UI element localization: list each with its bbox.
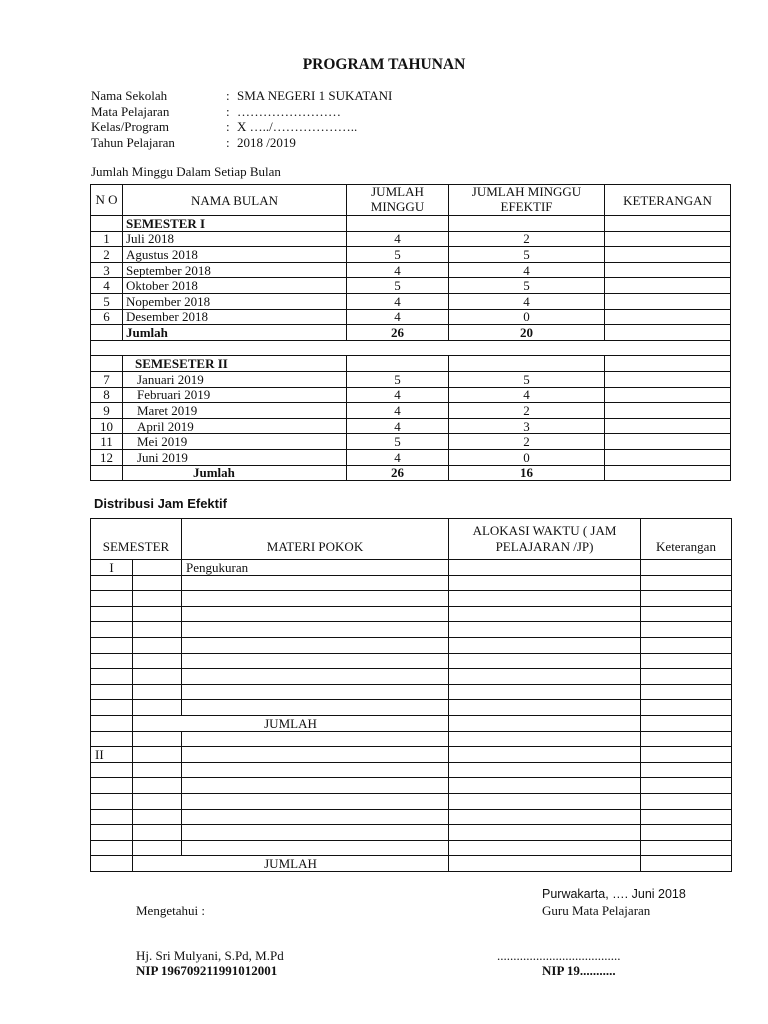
row-no: 4 [91, 278, 123, 294]
jumlah-label: JUMLAH [133, 856, 449, 872]
blank-cell [182, 653, 449, 669]
blank-cell [133, 762, 182, 778]
table-row [91, 793, 732, 809]
table-row [91, 403, 731, 419]
blank-cell [449, 606, 641, 622]
info-colon: : [226, 119, 230, 135]
row-ket [605, 403, 731, 419]
table-row [91, 309, 731, 325]
total-label: Jumlah [123, 465, 347, 481]
row-bulan: September 2018 [123, 262, 347, 278]
row-minggu: 4 [347, 449, 449, 465]
blank-cell [91, 809, 133, 825]
blank-cell [182, 684, 449, 700]
row-minggu: 4 [347, 293, 449, 309]
table-row [91, 840, 732, 856]
table-row [91, 575, 732, 591]
school-info [91, 88, 392, 150]
row-efektif: 4 [449, 262, 605, 278]
row-bulan: Mei 2019 [123, 434, 347, 450]
info-row-subject [91, 104, 392, 120]
blank-cell [133, 747, 182, 763]
blank-cell [133, 622, 182, 638]
blank-cell [641, 825, 732, 841]
blank-cell [91, 715, 133, 731]
blank-cell [641, 653, 732, 669]
row-efektif: 4 [449, 387, 605, 403]
table-row [91, 293, 731, 309]
blank-cell [91, 591, 133, 607]
semester1-row [91, 216, 731, 232]
blank-cell [133, 778, 182, 794]
blank-cell [347, 356, 449, 372]
table-row [91, 731, 732, 747]
blank-cell [182, 747, 449, 763]
table-row [91, 371, 731, 387]
blank-cell [449, 747, 641, 763]
blank-cell [449, 591, 641, 607]
header-keterangan: KETERANGAN [605, 185, 731, 216]
blank-cell [605, 465, 731, 481]
blank-cell [133, 700, 182, 716]
row-no: 8 [91, 387, 123, 403]
blank-cell [91, 325, 123, 341]
blank-cell [641, 637, 732, 653]
blank-cell [182, 637, 449, 653]
info-label: Nama Sekolah [91, 88, 168, 103]
blank-cell [449, 809, 641, 825]
semester2-row [91, 356, 731, 372]
row-no: 11 [91, 434, 123, 450]
row-bulan: Juni 2019 [123, 449, 347, 465]
table-row [91, 622, 732, 638]
header-jumlah-minggu: JUMLAH MINGGU [347, 185, 449, 216]
row-bulan: Nopember 2018 [123, 293, 347, 309]
info-value: 2018 /2019 [237, 134, 296, 150]
info-value: SMA NEGERI 1 SUKATANI [237, 88, 393, 103]
row-efektif: 2 [449, 403, 605, 419]
info-row-class [91, 119, 392, 135]
blank-cell [133, 637, 182, 653]
semester2-jumlah-row [91, 856, 732, 872]
row-ket [605, 418, 731, 434]
row-efektif: 0 [449, 449, 605, 465]
header-no: N O [91, 185, 123, 216]
row-no: 2 [91, 247, 123, 263]
row-efektif: 5 [449, 247, 605, 263]
row-no: 7 [91, 371, 123, 387]
total-efektif: 16 [449, 465, 605, 481]
row-ket [605, 231, 731, 247]
row-efektif: 2 [449, 434, 605, 450]
blank-cell [91, 637, 133, 653]
blank-cell [641, 622, 732, 638]
row-no: 3 [91, 262, 123, 278]
blank-cell [449, 684, 641, 700]
info-label: Tahun Pelajaran [91, 134, 175, 150]
row-bulan: Februari 2019 [123, 387, 347, 403]
header-alokasi-waktu: ALOKASI WAKTU ( JAM PELAJARAN /JP) [449, 519, 641, 560]
blank-cell [449, 778, 641, 794]
table-row [91, 669, 732, 685]
blank-cell [91, 778, 133, 794]
blank-cell [182, 762, 449, 778]
row-efektif: 0 [449, 309, 605, 325]
spacer-row [91, 340, 731, 356]
table1-caption: Jumlah Minggu Dalam Setiap Bulan [91, 164, 281, 179]
blank-cell [182, 700, 449, 716]
blank-cell [449, 715, 641, 731]
row-efektif: 5 [449, 371, 605, 387]
table-row [91, 606, 732, 622]
semester2-label-cell [123, 356, 347, 372]
blank-cell [641, 591, 732, 607]
table-row [91, 809, 732, 825]
row-minggu: 5 [347, 278, 449, 294]
row-minggu: 5 [347, 434, 449, 450]
row-minggu: 4 [347, 309, 449, 325]
total-minggu: 26 [347, 325, 449, 341]
row-no: 9 [91, 403, 123, 419]
blank-cell [91, 216, 123, 232]
blank-cell [641, 840, 732, 856]
blank-cell [91, 840, 133, 856]
blank-cell [182, 575, 449, 591]
info-colon: : [226, 88, 230, 103]
row-no: 10 [91, 418, 123, 434]
row-ket [605, 247, 731, 263]
table-row [91, 231, 731, 247]
info-value: X …../……………….. [237, 119, 358, 135]
row-ket [605, 449, 731, 465]
blank-cell [182, 731, 449, 747]
table-row [91, 262, 731, 278]
blank-cell [182, 809, 449, 825]
blank-cell [91, 684, 133, 700]
total-minggu: 26 [347, 465, 449, 481]
row-minggu: 4 [347, 403, 449, 419]
row-bulan: April 2019 [123, 418, 347, 434]
row-bulan: Juli 2018 [123, 231, 347, 247]
blank-cell [91, 856, 133, 872]
table-row [91, 653, 732, 669]
table-row [91, 278, 731, 294]
row-ket [605, 371, 731, 387]
blank-cell [449, 825, 641, 841]
row-minggu: 4 [347, 418, 449, 434]
blank-cell [182, 793, 449, 809]
blank-cell [449, 560, 641, 576]
row-bulan: Desember 2018 [123, 309, 347, 325]
blank-cell [347, 216, 449, 232]
row-no: 5 [91, 293, 123, 309]
blank-cell [133, 793, 182, 809]
blank-cell [641, 684, 732, 700]
total-label: Jumlah [123, 325, 347, 341]
row-efektif: 2 [449, 231, 605, 247]
blank-cell [91, 700, 133, 716]
semester2-label: SEMESETER II [135, 356, 228, 372]
blank-cell [449, 216, 605, 232]
semester2-total-row [91, 465, 731, 481]
blank-cell [91, 622, 133, 638]
semester-label: II [91, 747, 133, 763]
semester1-total-row [91, 325, 731, 341]
table-row [91, 434, 731, 450]
blank-cell [641, 700, 732, 716]
blank-cell [641, 809, 732, 825]
blank-cell [449, 653, 641, 669]
semester-label: I [91, 560, 133, 576]
row-ket [605, 278, 731, 294]
row-minggu: 5 [347, 371, 449, 387]
blank-cell [641, 731, 732, 747]
row-efektif: 3 [449, 418, 605, 434]
header-jumlah-minggu-efektif: JUMLAH MINGGU EFEKTIF [449, 185, 605, 216]
blank-cell [449, 669, 641, 685]
blank-cell [133, 591, 182, 607]
distribution-header-row [91, 519, 732, 560]
blank-cell [641, 669, 732, 685]
row-no: 12 [91, 449, 123, 465]
header-keterangan: Keterangan [641, 519, 732, 560]
info-row-year [91, 135, 392, 151]
mengetahui-label: Mengetahui : [136, 903, 205, 918]
info-value: …………………… [237, 103, 341, 119]
blank-cell [182, 669, 449, 685]
jumlah-label: JUMLAH [133, 715, 449, 731]
semester1-label: SEMESTER I [123, 216, 347, 232]
table-row [91, 387, 731, 403]
blank-cell [182, 591, 449, 607]
blank-cell [605, 216, 731, 232]
row-ket [605, 309, 731, 325]
blank-cell [641, 793, 732, 809]
blank-cell [91, 356, 123, 372]
principal-name: Hj. Sri Mulyani, S.Pd, M.Pd [136, 948, 284, 963]
row-minggu: 4 [347, 231, 449, 247]
blank-cell [449, 700, 641, 716]
blank-cell [449, 575, 641, 591]
row-ket [605, 293, 731, 309]
table-row [91, 418, 731, 434]
info-row-school [91, 88, 392, 104]
blank-cell [133, 606, 182, 622]
table-row [91, 247, 731, 263]
blank-cell [91, 669, 133, 685]
row-ket [605, 387, 731, 403]
blank-cell [641, 778, 732, 794]
materi-cell: Pengukuran [182, 560, 449, 576]
table-row [91, 591, 732, 607]
info-colon: : [226, 134, 230, 150]
place-date: Purwakarta, …. Juni 2018 [542, 887, 686, 901]
blank-cell [641, 560, 732, 576]
table-row [91, 684, 732, 700]
info-label: Kelas/Program [91, 119, 169, 135]
teacher-name: ...................................... [497, 948, 621, 963]
row-bulan: Agustus 2018 [123, 247, 347, 263]
table-row [91, 560, 732, 576]
blank-cell [182, 778, 449, 794]
weeks-header-row [91, 185, 731, 216]
blank-cell [133, 575, 182, 591]
blank-cell [91, 762, 133, 778]
distribution-table [90, 518, 732, 872]
blank-cell [605, 325, 731, 341]
blank-cell [182, 606, 449, 622]
blank-cell [641, 747, 732, 763]
blank-cell [133, 653, 182, 669]
blank-cell [605, 356, 731, 372]
table-row [91, 825, 732, 841]
blank-cell [133, 669, 182, 685]
table-row [91, 762, 732, 778]
row-efektif: 4 [449, 293, 605, 309]
blank-cell [91, 653, 133, 669]
table-row [91, 700, 732, 716]
table2-caption: Distribusi Jam Efektif [94, 496, 227, 511]
row-bulan: Januari 2019 [123, 371, 347, 387]
blank-cell [133, 731, 182, 747]
table-row [91, 637, 732, 653]
header-nama-bulan: NAMA BULAN [123, 185, 347, 216]
teacher-role: Guru Mata Pelajaran [542, 903, 651, 918]
blank-cell [91, 731, 133, 747]
blank-cell [641, 575, 732, 591]
blank-cell [182, 622, 449, 638]
blank-cell [91, 606, 133, 622]
page-title: PROGRAM TAHUNAN [302, 56, 466, 73]
blank-cell [449, 622, 641, 638]
table-row [91, 778, 732, 794]
blank-cell [133, 809, 182, 825]
blank-cell [449, 840, 641, 856]
row-ket [605, 434, 731, 450]
row-no: 6 [91, 309, 123, 325]
blank-cell [449, 856, 641, 872]
blank-cell [133, 684, 182, 700]
blank-cell [91, 465, 123, 481]
semester1-jumlah-row [91, 715, 732, 731]
total-efektif: 20 [449, 325, 605, 341]
blank-cell [641, 856, 732, 872]
blank-cell [641, 606, 732, 622]
weeks-table [90, 184, 731, 481]
blank-cell [182, 840, 449, 856]
row-ket [605, 262, 731, 278]
row-minggu: 4 [347, 387, 449, 403]
row-minggu: 5 [347, 247, 449, 263]
header-semester: SEMESTER [91, 519, 182, 560]
row-bulan: Oktober 2018 [123, 278, 347, 294]
blank-cell [91, 340, 731, 356]
blank-cell [133, 825, 182, 841]
blank-cell [449, 731, 641, 747]
blank-cell [449, 793, 641, 809]
table-row [91, 449, 731, 465]
blank-cell [182, 825, 449, 841]
info-label: Mata Pelajaran [91, 103, 170, 119]
blank-cell [133, 840, 182, 856]
info-colon: : [226, 103, 230, 119]
row-bulan: Maret 2019 [123, 403, 347, 419]
blank-cell [449, 637, 641, 653]
blank-cell [133, 560, 182, 576]
header-materi-pokok: MATERI POKOK [182, 519, 449, 560]
teacher-nip: NIP 19........... [542, 963, 616, 978]
blank-cell [91, 575, 133, 591]
blank-cell [641, 762, 732, 778]
principal-nip: NIP 196709211991012001 [136, 963, 278, 978]
blank-cell [641, 715, 732, 731]
row-no: 1 [91, 231, 123, 247]
blank-cell [449, 356, 605, 372]
row-efektif: 5 [449, 278, 605, 294]
row-minggu: 4 [347, 262, 449, 278]
table-row [91, 747, 732, 763]
blank-cell [449, 762, 641, 778]
blank-cell [91, 793, 133, 809]
blank-cell [91, 825, 133, 841]
